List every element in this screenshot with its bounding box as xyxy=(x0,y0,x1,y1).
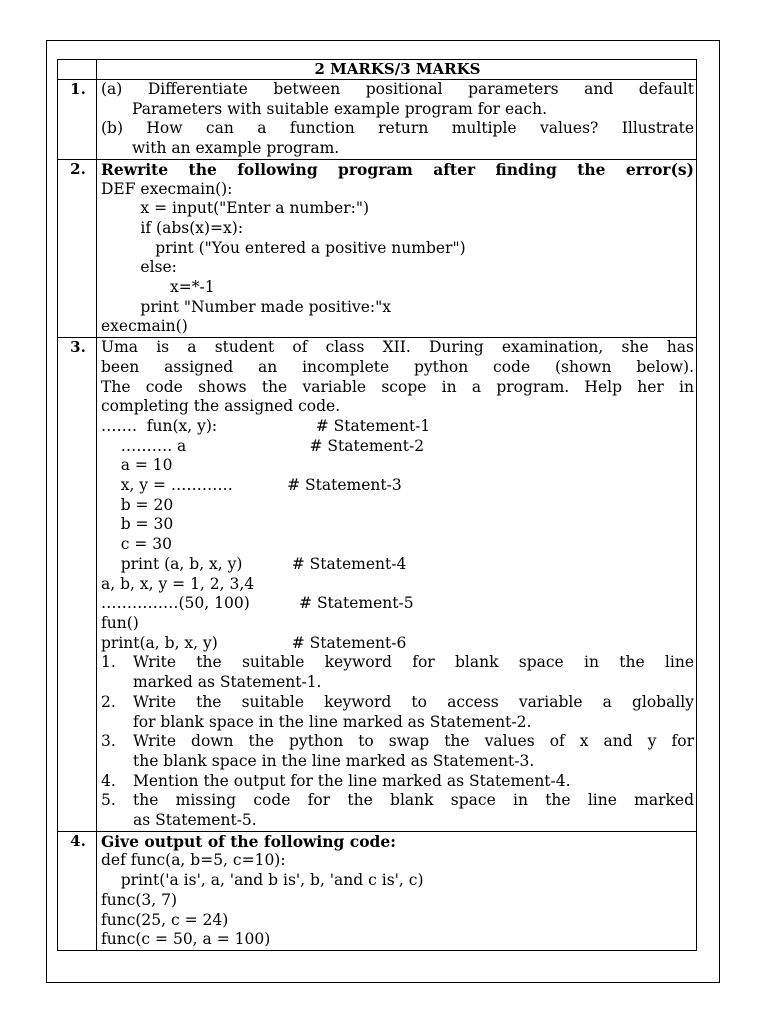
question-body-1 xyxy=(97,80,697,160)
code-line: def func(a, b=5, c=10): xyxy=(101,851,286,870)
code-line: b = 30 xyxy=(101,515,174,534)
code-line: a = 10 xyxy=(101,456,173,475)
code-line: ………. a # Statement-2 xyxy=(101,436,425,455)
subitem-line1: Write down the python to swap the values of x and y for xyxy=(133,732,694,751)
code-line: x=*-1 xyxy=(101,278,215,297)
code-line: print (a, b, x, y) # Statement-4 xyxy=(101,554,407,573)
code-line: print('a is', a, 'and b is', b, 'and c is', c) xyxy=(101,871,424,890)
code-line: b = 20 xyxy=(101,495,174,514)
subitem-line1: Write the suitable keyword for blank space in the line xyxy=(133,653,694,672)
q3-intro-line: been assigned an incomplete python code (shown below). xyxy=(101,357,694,376)
q1-a-line2: Parameters with suitable example program for each. xyxy=(132,99,547,118)
question-body-2 xyxy=(97,159,697,337)
q3-intro-line: completing the assigned code. xyxy=(101,397,341,416)
question-row-2 xyxy=(58,159,697,337)
q1-b-line2: with an example program. xyxy=(132,139,340,158)
section-header: 2 MARKS/3 MARKS xyxy=(314,60,481,78)
question-body-4 xyxy=(97,831,697,950)
code-line: else: xyxy=(101,258,177,277)
subitem-line1: the missing code for the blank space in the line marked xyxy=(133,791,694,810)
code-line: func(25, c = 24) xyxy=(101,910,229,929)
question-row-4 xyxy=(58,831,697,950)
subitem-line2: marked as Statement-1. xyxy=(133,673,322,692)
q3-intro-line: Uma is a student of class XII. During examination, she has xyxy=(101,338,694,357)
question-table xyxy=(57,59,697,951)
question-body-3 xyxy=(97,338,697,832)
q4-title: Give output of the following code: xyxy=(101,831,396,851)
code-line: x, y = ………… # Statement-3 xyxy=(101,476,402,495)
q1-b-line1: (b) How can a function return multiple values? Illustrate xyxy=(101,119,694,138)
code-line: x = input("Enter a number:") xyxy=(101,199,370,218)
q3-subitem-1 xyxy=(101,653,694,692)
q3-subitem-5 xyxy=(101,791,694,830)
subitem-line2: as Statement-5. xyxy=(133,811,257,830)
code-line: a, b, x, y = 1, 2, 3,4 xyxy=(101,574,255,593)
subitem-marker: 3. xyxy=(101,732,116,751)
code-line: print "Number made positive:"x xyxy=(101,297,391,316)
q2-title: Rewrite the following program after finding the error(s) xyxy=(101,159,694,179)
subitem-marker: 1. xyxy=(101,653,116,672)
q1-a-line1: (a) Differentiate between positional parameters and default xyxy=(101,80,694,98)
subitem-line2: for blank space in the line marked as Statement-2. xyxy=(133,712,532,731)
header-row xyxy=(58,60,697,80)
code-line: fun() xyxy=(101,613,139,632)
code-line: print ("You entered a positive number") xyxy=(101,238,466,257)
subitem-line1: Write the suitable keyword to access variable a globally xyxy=(133,692,694,711)
subitem-line1: Mention the output for the line marked as Statement-4. xyxy=(133,771,571,790)
code-line: ……. fun(x, y): # Statement-1 xyxy=(101,416,431,435)
question-row-3 xyxy=(58,338,697,832)
code-line: func(c = 50, a = 100) xyxy=(101,930,271,949)
q3-subitem-3 xyxy=(101,732,694,771)
code-line: execmain() xyxy=(101,317,188,336)
question-number: 4. xyxy=(58,831,97,950)
header-cell xyxy=(97,60,697,80)
subitem-line2: the blank space in the line marked as Statement-3. xyxy=(133,751,535,770)
subitem-marker: 2. xyxy=(101,692,116,711)
code-line: if (abs(x)=x): xyxy=(101,218,244,237)
q3-subitem-2 xyxy=(101,693,694,732)
code-line: c = 30 xyxy=(101,535,172,554)
question-number: 3. xyxy=(58,338,97,832)
code-line: func(3, 7) xyxy=(101,890,178,909)
question-row-1 xyxy=(58,80,697,160)
subitem-marker: 5. xyxy=(101,791,116,810)
question-number: 1. xyxy=(58,80,97,160)
code-line: ……………(50, 100) # Statement-5 xyxy=(101,594,414,613)
q3-intro-line: The code shows the variable scope in a program. Help her in xyxy=(101,377,694,396)
question-number: 2. xyxy=(58,159,97,337)
subitem-marker: 4. xyxy=(101,771,116,790)
q3-subitem-4 xyxy=(101,772,694,792)
code-line: print(a, b, x, y) # Statement-6 xyxy=(101,633,407,652)
header-num-cell xyxy=(58,60,97,80)
code-line: DEF execmain(): xyxy=(101,179,233,198)
